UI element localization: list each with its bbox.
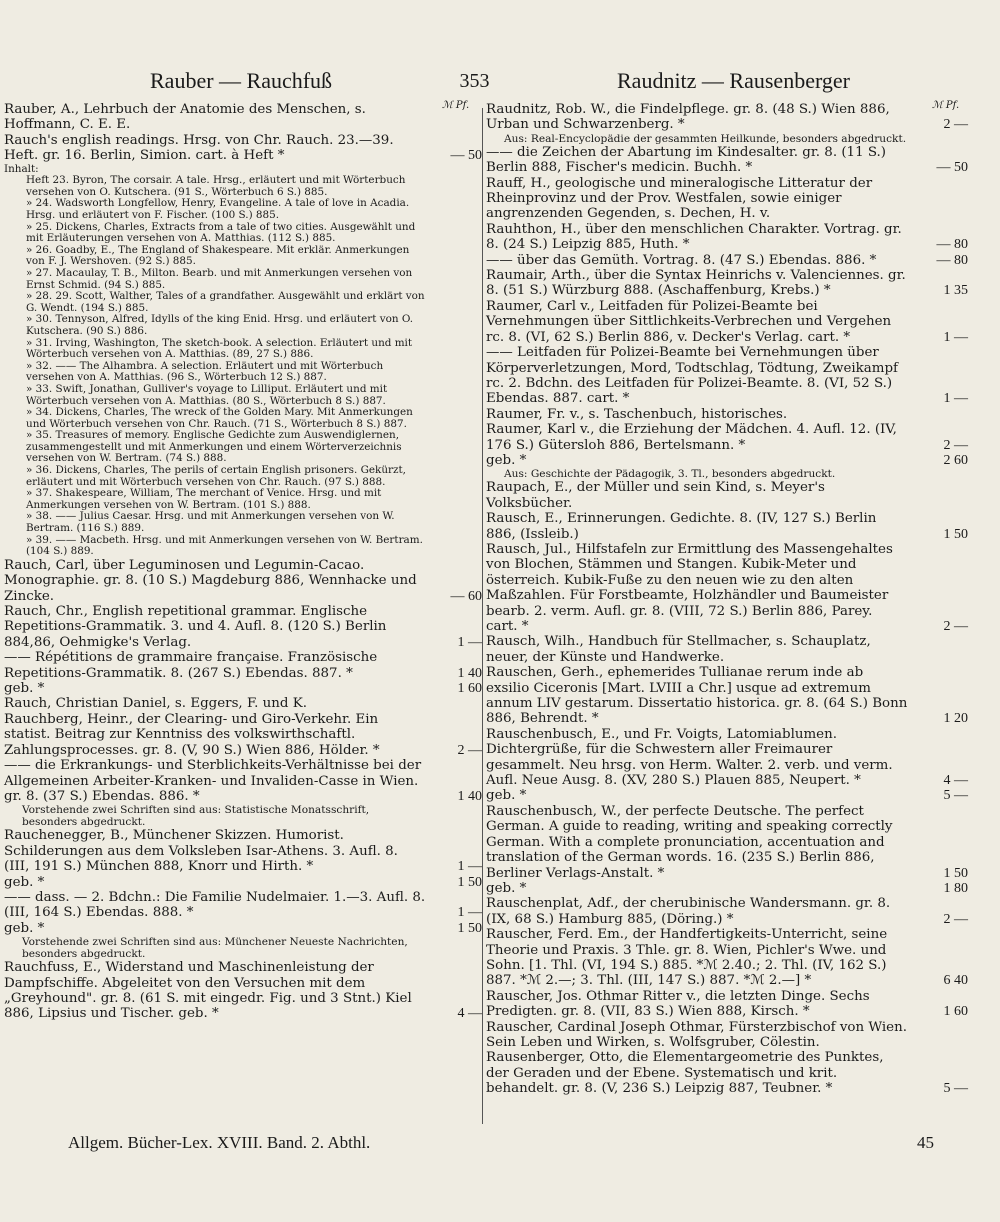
entry — [4, 650, 482, 681]
entry-text: Rauff, H., geologische und mineralogische Litteratur der Rheinprovinz und der Prov. Westfalen, sowie einiger angrenzenden Gegenden, s. Dechen, H. v. — [486, 175, 873, 222]
entry — [486, 176, 968, 222]
entry — [4, 875, 482, 890]
entry — [486, 468, 968, 480]
entry — [486, 299, 968, 345]
entry-text: » 37. Shakespeare, William, The merchant of Venice. Hrsg. und mit Anmerkungen versehen von W. Bertram. (101 S.) 888. — [26, 487, 382, 511]
entry-text: Rauber, A., Lehrbuch der Anatomie des Menschen, s. Hoffmann, C. E. E. — [4, 102, 366, 133]
entry-text: geb. * — [4, 681, 45, 697]
left-entries — [4, 102, 482, 1022]
entry — [4, 681, 482, 696]
entry-text: » 36. Dickens, Charles, The perils of certain English prisoners. Gekürzt, erläutert und mit Wörterbuch versehen von Chr. Rauch. (97 S.) 888. — [26, 464, 406, 488]
entry — [486, 727, 968, 789]
entry — [4, 604, 482, 650]
entry-text: » 27. Macaulay, T. B., Milton. Bearb. und mit Anmerkungen versehen von Ernst Schmid. (94 S.) 885. — [26, 266, 413, 291]
entry — [4, 245, 482, 268]
entry — [4, 361, 482, 384]
entry-text: Rauscher, Ferd. Em., der Handfertigkeits-Unterricht, seine Theorie und Praxis. 3 Thle. gr. 8. Wien, Pichler's Wwe. und Sohn. [1. Thl. (VI, 194 S.) 885. *ℳ 2.40.; 2. Thl. (IV, 162 S.) 887. *ℳ 2.—; 3. Thl. (III, 147 S.) 887. *ℳ 2.—] * — [486, 927, 888, 989]
entry-text: » 35. Treasures of memory. Englische Gedichte zum Auswendiglernen, zusammengestellt und mit Anmerkungen und einem Wörterverzeichnis versehen von W. Bertram. (74 S.) 888. — [26, 429, 402, 465]
entry — [486, 1050, 968, 1096]
entry — [486, 927, 968, 989]
entry — [4, 936, 482, 960]
entry-price: 2 — — [943, 117, 968, 133]
entry-text: —— Leitfaden für Polizei-Beamte bei Vernehmungen über Körperverletzungen, Mord, Todtschlag, Tödtung, Zweikampf rc. 2. Bdchn. des Leitfaden für Polizei-Beamte. 8. (VI, 52 S.) Ebendas. 887. cart. * — [486, 345, 898, 407]
entry-price: 2 — — [943, 437, 968, 453]
entry-text: » 24. Wadsworth Longfellow, Henry, Evangeline. A tale of love in Acadia. Hrsg. und erläutert von F. Fischer. (100 S.) 885. — [26, 197, 410, 221]
entry — [486, 253, 968, 268]
page-number: 353 — [459, 69, 490, 92]
entry-price: 1 80 — [943, 880, 968, 896]
entry-price: 1 60 — [943, 1004, 968, 1020]
entry — [486, 511, 968, 542]
entry-price: 1 50 — [457, 920, 482, 936]
entry-text: Rauscher, Jos. Othmar Ritter v., die letzten Dinge. Sechs Predigten. gr. 8. (VII, 83 S.) Wien 888, Kirsch. * — [486, 988, 870, 1020]
entry — [486, 989, 968, 1020]
entry-price: 4 — — [943, 773, 968, 789]
entry — [4, 430, 482, 465]
entry-text: —— die Zeichen der Abartung im Kindesalter. gr. 8. (11 S.) Berlin 888, Fischer's medicin. Buchh. * — [486, 144, 887, 176]
entry-price: 2 60 — [943, 452, 968, 468]
entry — [4, 511, 482, 534]
entry — [4, 268, 482, 291]
entry-price: 6 40 — [943, 973, 968, 989]
entry-price: 5 — — [943, 788, 968, 804]
entry — [486, 407, 968, 422]
entry — [4, 465, 482, 488]
entry-text: geb. * — [4, 920, 45, 936]
entry-text: Rauchberg, Heinr., der Clearing- und Giro-Verkehr. Ein statist. Beitrag zur Kenntniss des volkswirthschaftl. Zahlungsprocesses. gr. 8. (V, 90 S.) Wien 886, Hölder. * — [4, 711, 380, 758]
entry-text: —— über das Gemüth. Vortrag. 8. (47 S.) Ebendas. 886. * — [486, 252, 877, 268]
entry — [4, 291, 482, 314]
entry — [4, 921, 482, 936]
entry — [4, 890, 482, 921]
entry — [486, 634, 968, 665]
entry-text: geb. * — [486, 880, 527, 896]
entry-text: Raumer, Carl v., Leitfaden für Polizei-Beamte bei Vernehmungen über Sittlichkeits-Verbrechen und Vergehen rc. 8. (VI, 62 S.) Berlin 886, v. Decker's Verlag. cart. * — [486, 298, 892, 345]
entry — [486, 896, 968, 927]
entry-text: Rauscher, Cardinal Joseph Othmar, Fürsterzbischof von Wien. Sein Leben und Wirken, s. Wolfsgruber, Cölestin. — [486, 1019, 907, 1050]
entry-price: 1 40 — [457, 665, 482, 681]
entry-price: — 60 — [450, 588, 482, 604]
entry — [486, 788, 968, 803]
entry-price: 1 — — [943, 329, 968, 345]
right-column — [486, 100, 968, 1097]
entry-text: geb. * — [4, 874, 45, 890]
entry-text: geb. * — [486, 788, 527, 804]
entry-text: » 32. —— The Alhambra. A selection. Erläutert und mit Wörterbuch versehen von A. Matthias. (96 S., Wörterbuch 12 S.) 887. — [26, 359, 384, 384]
entry — [486, 453, 968, 468]
entry-text: » 33. Swift, Jonathan, Gulliver's voyage to Lilliput. Erläutert und mit Wörterbuch versehen von A. Matthias. (80 S., Wörterbuch 8 S.) 887. — [26, 382, 388, 407]
columns — [0, 100, 1000, 1160]
entry — [4, 558, 482, 604]
unit-header-left: ℳ Pf. — [442, 100, 470, 111]
entry — [4, 175, 482, 198]
entry-text: Rauch, Chr., English repetitional grammar. Englische Repetitions-Grammatik. 3. und 4. Aufl. 8. (120 S.) Berlin 884,86, Oehmigke's Verlag. — [4, 604, 387, 650]
entry-price: 2 — — [457, 742, 482, 758]
entry-text: Rausenberger, Otto, die Elementargeometrie des Punktes, der Geraden und der Ebene. Systematisch und krit. behandelt. gr. 8. (V, 236 S.) Leipzig 887, Teubner. * — [486, 1050, 884, 1097]
header-left-title: Rauber — Rauchfuß — [150, 68, 333, 93]
entry-text: Heft 23. Byron, The corsair. A tale. Hrsg., erläutert und mit Wörterbuch versehen von O. Kutschera. (91 S., Wörterbuch 6 S.) 885. — [26, 174, 406, 198]
entry-price: 1 20 — [943, 711, 968, 727]
entry-price: 1 — — [457, 859, 482, 875]
entry — [486, 133, 968, 145]
entry — [486, 345, 968, 407]
entry — [4, 384, 482, 407]
entry-text: Raumair, Arth., über die Syntax Heinrichs v. Valenciennes. gr. 8. (51 S.) Würzburg 888. (Aschaffenburg, Krebs.) * — [486, 268, 906, 299]
entry-text: Rauschenplat, Adf., der cherubinische Wandersmann. gr. 8. (IX, 68 S.) Hamburg 885, (Döring.) * — [486, 896, 891, 927]
entry — [486, 145, 968, 176]
entry-text: Rausch, Jul., Hilfstafeln zur Ermittlung des Massengehaltes von Blochen, Stämmen und Stangen. Kubik-Meter und österreich. Kubik-Fuße zu den neuen wie zu den alten Maßzahlen. Für Forstbeamte, Holzhändler und Baumeister bearb. 2. verm. Aufl. gr. 8. (VIII, 72 S.) Berlin 886, Parey. cart. * — [486, 541, 893, 634]
entry — [486, 881, 968, 896]
entry-text: » 30. Tennyson, Alfred, Idylls of the king Enid. Hrsg. und erläutert von O. Kutschera. (90 S.) 886. — [26, 313, 414, 337]
footer-sheet-number: 45 — [917, 1133, 934, 1152]
right-entries — [486, 102, 968, 1097]
entry — [486, 542, 968, 634]
entry-text: Raumer, Karl v., die Erziehung der Mädchen. 4. Aufl. 12. (IV, 176 S.) Gütersloh 886, Bertelsmann. * — [486, 422, 897, 453]
entry-text: Vorstehende zwei Schriften sind aus: Statistische Monatsschrift, besonders abgedruckt. — [22, 804, 370, 829]
entry — [4, 407, 482, 430]
entry — [4, 804, 482, 828]
entry-price: — 50 — [450, 148, 482, 164]
entry — [486, 804, 968, 881]
entry — [4, 488, 482, 511]
entry-text: » 31. Irving, Washington, The sketch-book. A selection. Erläutert und mit Wörterbuch versehen von A. Matthias. (89, 27 S.) 886. — [26, 336, 413, 361]
entry-price: — 80 — [936, 237, 968, 253]
entry — [4, 338, 482, 361]
page-header — [150, 64, 850, 98]
entry — [486, 102, 968, 133]
entry — [4, 314, 482, 337]
entry — [4, 712, 482, 758]
entry-price: — 80 — [936, 252, 968, 268]
entry-text: » 25. Dickens, Charles, Extracts from a tale of two cities. Ausgewählt und mit Erläuterungen versehen von A. Matthias. (112 S.) 885. — [26, 220, 416, 245]
entry-text: Rauschenbusch, E., und Fr. Voigts, Latomiablumen. Dichtergrüße, für die Schwestern aller Freimaurer gesammelt. Neu hrsg. von Herm. Walter. 2. verb. und verm. Aufl. Neue Ausg. 8. (XV, 280 S.) Plauen 885, Neupert. * — [486, 726, 893, 789]
entry-text: Inhalt: — [4, 162, 39, 175]
entry — [4, 758, 482, 804]
entry — [4, 198, 482, 221]
header-right-title: Raudnitz — Rausenberger — [617, 68, 850, 93]
entry-price: 2 — — [943, 911, 968, 927]
entry-text: —— Répétitions de grammaire française. Französische Repetitions-Grammatik. 8. (267 S.) Ebendas. 887. * — [4, 650, 378, 681]
page-footer — [68, 1130, 934, 1156]
entry-text: » 38. —— Julius Caesar. Hrsg. und mit Anmerkungen versehen von W. Bertram. (116 S.) 889. — [26, 510, 395, 535]
entry-price: — 50 — [936, 160, 968, 176]
entry-price: 1 40 — [457, 788, 482, 804]
entry-price: 1 50 — [943, 526, 968, 542]
entry-text: » 28. 29. Scott, Walther, Tales of a grandfather. Ausgewählt und erklärt von G. Wendt. (194 S.) 885. — [26, 290, 425, 314]
entry-text: Rauch, Christian Daniel, s. Eggers, F. und K. — [4, 696, 308, 712]
entry-text: Raudnitz, Rob. W., die Findelpflege. gr. 8. (48 S.) Wien 886, Urban und Schwarzenberg. * — [486, 102, 890, 133]
entry — [4, 828, 482, 874]
entry-price: 5 — — [943, 1081, 968, 1097]
footer-signature: Allgem. Bücher-Lex. XVIII. Band. 2. Abthl. — [68, 1133, 371, 1152]
entry-text: Rauch's english readings. Hrsg. von Chr. Rauch. 23.—39. Heft. gr. 16. Berlin, Simion. cart. à Heft * — [4, 132, 394, 164]
entry-price: 1 50 — [943, 865, 968, 881]
entry-text: Rauchenegger, B., Münchener Skizzen. Humorist. Schilderungen aus dem Volksleben Isar-Athens. 3. Aufl. 8. (III, 191 S.) München 888, Knorr und Hirth. * — [4, 828, 398, 875]
entry — [486, 422, 968, 453]
entry-text: —— die Erkrankungs- und Sterblichkeits-Verhältnisse bei der Allgemeinen Arbeiter-Kranken- und Invaliden-Casse in Wien. gr. 8. (37 S.) Ebendas. 886. * — [4, 758, 422, 804]
entry-text: Raumer, Fr. v., s. Taschenbuch, historisches. — [486, 406, 788, 422]
entry-text: Aus: Geschichte der Pädagogik, 3. Tl., besonders abgedruckt. — [504, 468, 836, 481]
entry-text: Aus: Real-Encyclopädie der gesammten Heilkunde, besonders abgedruckt. — [504, 132, 907, 145]
entry-text: Rauchfuss, E., Widerstand und Maschinenleistung der Dampfschiffe. Abgeleitet von den Versuchen mit dem „Greyhound". gr. 8. (61 S. mit eingedr. Fig. und 3 Stnt.) Kiel 886, Lipsius und Tischer. geb. * — [4, 960, 412, 1022]
entry-text: Rausch, Wilh., Handbuch für Stellmacher, s. Schauplatz, neuer, der Künste und Handwerke. — [486, 634, 871, 665]
entry-text: Rauschen, Gerh., ephemerides Tullianae rerum inde ab exsilio Ciceronis [Mart. LVIII a Chr.] usque ad extremum annum LIV gestarum. Dissertatio historica. gr. 8. (64 S.) Bonn 886, Behrendt. * — [486, 665, 908, 727]
entry-text: geb. * — [486, 452, 527, 468]
entry-price: 1 — — [457, 905, 482, 921]
entry — [486, 480, 968, 511]
entry-text: Rausch, E., Erinnerungen. Gedichte. 8. (IV, 127 S.) Berlin 886, (Issleib.) — [486, 511, 877, 542]
entry-price: 1 — — [457, 634, 482, 650]
unit-header-right: ℳ Pf. — [932, 100, 960, 111]
entry — [4, 222, 482, 245]
entry — [4, 535, 482, 558]
entry — [4, 960, 482, 1022]
entry-text: » 39. —— Macbeth. Hrsg. und mit Anmerkungen versehen von W. Bertram. (104 S.) 889. — [26, 533, 423, 558]
entry-text: Rauschenbusch, W., der perfecte Deutsche. The perfect German. A guide to reading, writing and speaking correctly German. With a complete pronunciation, accentuation and translation of the German words. 16. (235 S.) Berlin 886, Berliner Verlags-Anstalt. * — [486, 803, 893, 881]
entry-price: 2 — — [943, 619, 968, 634]
left-column — [4, 100, 482, 1022]
entry-price: 4 — — [457, 1006, 482, 1022]
entry-text: —— dass. — 2. Bdchn.: Die Familie Nudelmaier. 1.—3. Aufl. 8. (III, 164 S.) Ebendas. 888. * — [4, 889, 426, 921]
entry — [4, 102, 482, 133]
entry — [486, 222, 968, 253]
entry — [486, 665, 968, 727]
entry-text: Raupach, E., der Müller und sein Kind, s. Meyer's Volksbücher. — [486, 480, 825, 511]
entry-price: 1 60 — [457, 681, 482, 697]
entry-text: » 34. Dickens, Charles, The wreck of the Golden Mary. Mit Anmerkungen und Wörterbuch versehen von Chr. Rauch. (71 S., Wörterbuch 8 S.) 887. — [26, 406, 413, 430]
entry-text: Rauch, Carl, über Leguminosen und Legumin-Cacao. Monographie. gr. 8. (10 S.) Magdeburg 886, Wennhacke und Zincke. — [4, 557, 417, 604]
entry — [486, 268, 968, 299]
entry-text: » 26. Goadby, E., The England of Shakespeare. Mit erklär. Anmerkungen von F. J. Wershoven. (92 S.) 885. — [26, 243, 410, 268]
entry — [486, 1020, 968, 1051]
entry — [4, 696, 482, 711]
entry-price: 1 — — [943, 391, 968, 407]
entry-text: Rauhthon, H., über den menschlichen Charakter. Vortrag. gr. 8. (24 S.) Leipzig 885, Huth. * — [486, 221, 902, 253]
entry-price: 1 35 — [943, 283, 968, 299]
entry-text: Vorstehende zwei Schriften sind aus: Münchener Neueste Nachrichten, besonders abgedruckt. — [22, 936, 408, 961]
entry-price: 1 50 — [457, 874, 482, 890]
entry — [4, 133, 482, 164]
